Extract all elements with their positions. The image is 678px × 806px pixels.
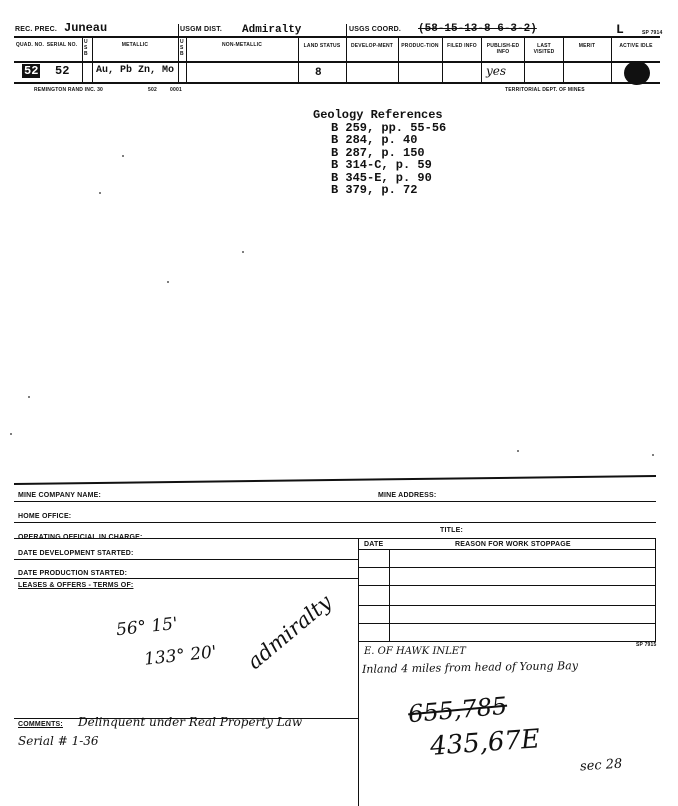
reference-item: B 314-C, p. 59 — [331, 158, 432, 172]
serial-value: 52 — [55, 64, 70, 78]
lon-value: 133° 20' — [143, 642, 218, 670]
col-nm-u-b: U S B — [180, 39, 184, 57]
sec-value: sec 28 — [579, 756, 623, 775]
location-line2: Inland 4 miles from head of Young Bay — [361, 659, 579, 676]
leases-label: LEASES & OFFERS - TERMS OF: — [18, 582, 134, 589]
comments-line2: Serial # 1-36 — [18, 734, 99, 748]
form-number-top: SP 7914 — [642, 30, 663, 36]
col-serial: SERIAL NO. — [46, 42, 78, 48]
col-production: PRODUC-TION — [401, 43, 439, 49]
comments-line1: Delinquent under Real Property Law — [78, 715, 303, 729]
prod-started-label: DATE PRODUCTION STARTED: — [18, 570, 128, 577]
admiralty-note: admiralty — [242, 589, 337, 674]
quad-value: 52 — [24, 64, 39, 78]
usgs-coord-label: USGS COORD. — [349, 26, 401, 33]
mine-address-label: MINE ADDRESS: — [378, 492, 437, 499]
col-filed-info: FILED INFO — [447, 43, 477, 49]
rec-prec-label: REC. PREC. — [15, 26, 58, 33]
metallic-value: Au, Pb Zn, Mo — [96, 65, 175, 76]
footer-left: REMINGTON RAND INC. 30 — [34, 87, 104, 93]
top-card — [0, 0, 678, 100]
published-value: yes — [486, 64, 507, 78]
active-dot-icon — [624, 61, 650, 85]
usgs-dist-label: USGM DIST. — [180, 26, 223, 33]
usgs-coord-value: (58-15-13-8 6-3-2) — [418, 23, 537, 35]
mine-company-label: MINE COMPANY NAME: — [18, 492, 102, 499]
col-development: DEVELOP-MENT — [350, 43, 394, 49]
location-line1: E. OF HAWK INLET — [364, 646, 466, 657]
col-last-visited: LAST VISITED — [533, 43, 555, 55]
col-u-b: U S B — [84, 39, 88, 57]
reference-item: B 287, p. 150 — [331, 145, 425, 160]
col-non-metallic: NON-METALLIC — [221, 42, 263, 48]
usgs-dist-value: Admiralty — [242, 24, 302, 36]
reference-item: B 379, p. 72 — [331, 183, 418, 197]
col-land-status: LAND STATUS — [303, 43, 341, 49]
date-label: DATE — [364, 541, 384, 548]
reference-item: B 345-E, p. 90 — [331, 170, 432, 185]
comments-label: COMMENTS: — [18, 721, 63, 728]
operating-official-label: OPERATING OFFICIAL IN CHARGE: — [18, 534, 143, 541]
corner-mark: L — [616, 22, 624, 37]
top-rule — [14, 474, 656, 486]
lat-value: 56° 15' — [115, 613, 179, 641]
form-number-bottom: SP 7915 — [636, 642, 657, 648]
reference-item: B 259, pp. 55-56 — [331, 120, 447, 135]
number-value: 435,67E — [429, 724, 541, 762]
footer-mid2: 0001 — [170, 87, 182, 93]
title-label: TITLE: — [440, 527, 463, 534]
col-active-idle: ACTIVE IDLE — [619, 43, 653, 49]
col-published-info: PUBLISH-ED INFO — [486, 43, 520, 55]
reason-label: REASON FOR WORK STOPPAGE — [455, 541, 571, 548]
footer-right: TERRITORIAL DEPT. OF MINES — [505, 87, 585, 93]
col-metallic: METALLIC — [121, 42, 149, 48]
rec-prec-value: Juneau — [64, 21, 108, 35]
dev-started-label: DATE DEVELOPMENT STARTED: — [18, 550, 134, 557]
geology-references — [313, 109, 446, 197]
footer-mid1: 502 — [148, 87, 157, 93]
land-status-value: 8 — [315, 67, 322, 79]
home-office-label: HOME OFFICE: — [18, 513, 72, 520]
col-quad: QUAD. NO. — [15, 42, 45, 48]
crossed-number: 655,785 — [406, 691, 509, 729]
col-merit: MERIT — [578, 43, 596, 49]
lower-form — [0, 470, 678, 806]
reference-item: B 284, p. 40 — [331, 133, 418, 147]
references-title: Geology References — [313, 108, 443, 122]
